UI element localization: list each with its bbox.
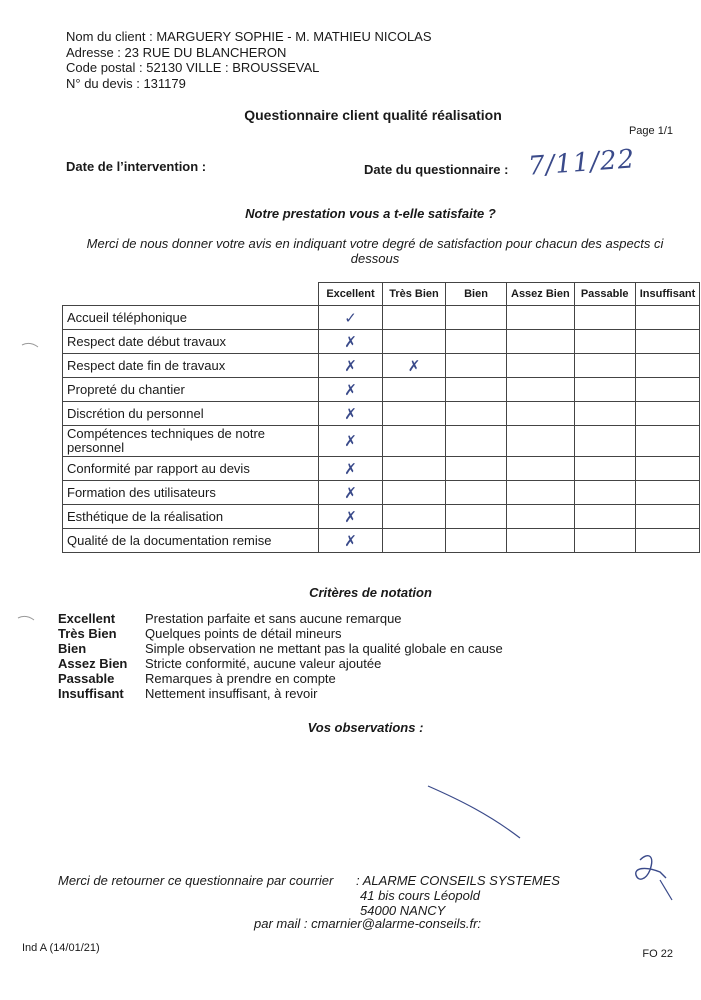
criteria-desc: Prestation parfaite et sans aucune remarque — [145, 611, 402, 626]
check-mark: ✗ — [344, 356, 357, 375]
punch-mark — [22, 343, 38, 347]
criteria-desc: Quelques points de détail mineurs — [145, 626, 342, 641]
check-mark: ✗ — [344, 483, 357, 502]
document-index: Ind A (14/01/21) — [22, 942, 100, 954]
check-mark: ✗ — [344, 432, 357, 450]
criteria-desc: Simple observation ne mettant pas la qualité globale en cause — [145, 641, 503, 656]
col-insuffisant: Insuffisant — [635, 283, 700, 306]
company-name: : ALARME CONSEILS SYSTEMES — [356, 873, 560, 888]
criteria-name: Passable — [58, 671, 115, 686]
punch-mark — [18, 616, 34, 620]
date-intervention-label: Date de l’intervention : — [66, 159, 207, 174]
criteria-title: Critères de notation — [309, 585, 432, 600]
street: 41 bis cours Léopold — [360, 888, 480, 903]
col-bien: Bien — [446, 283, 507, 306]
client-name: Nom du client : MARGUERY SOPHIE - M. MATHIEU NICOLAS — [66, 29, 432, 44]
client-address: Adresse : 23 RUE DU BLANCHERON — [66, 44, 287, 60]
date-questionnaire-label: Date du questionnaire : — [364, 162, 509, 177]
criteria-desc: Stricte conformité, aucune valeur ajoutée — [145, 656, 382, 671]
criteria-name: Excellent — [58, 611, 116, 626]
check-mark: ✗ — [344, 404, 357, 423]
page-number: Page 1/1 — [628, 125, 673, 137]
row-label: Accueil téléphonique — [63, 306, 319, 330]
check-mark: ✗ — [344, 380, 357, 399]
criteria-name: Insuffisant — [58, 686, 124, 701]
date-questionnaire-value[interactable]: 7/11/22 — [527, 144, 637, 182]
row-label: Respect date début travaux — [63, 330, 319, 354]
criteria-desc: Remarques à prendre en compte — [145, 671, 336, 686]
signature-stroke — [636, 856, 666, 879]
row-label: Qualité de la documentation remise — [63, 529, 319, 553]
return-address — [356, 873, 560, 918]
mail-line[interactable]: par mail : cmarnier@alarme-conseils.fr: — [254, 916, 482, 931]
check-mark: ✗ — [344, 332, 357, 351]
row-label: Propreté du chantier — [63, 378, 319, 402]
col-passable: Passable — [574, 283, 635, 306]
page-title: Questionnaire client qualité réalisation — [244, 107, 502, 123]
signature-tail — [660, 880, 672, 900]
row-label: Formation des utilisateurs — [63, 481, 319, 505]
check-mark: ✓ — [344, 308, 357, 327]
row-label: Compétences techniques de notre personnel — [63, 426, 319, 457]
criteria-desc: Nettement insuffisant, à revoir — [145, 686, 318, 701]
criteria-name: Assez Bien — [58, 656, 128, 671]
col-excellent: Excellent — [319, 283, 383, 306]
form-code: FO 22 — [642, 948, 673, 960]
criteria-name: Très Bien — [58, 626, 117, 641]
row-label: Esthétique de la réalisation — [63, 505, 319, 529]
check-mark: ✗ — [344, 531, 357, 550]
city: 54000 NANCY — [360, 903, 446, 918]
check-mark: ✗ — [407, 356, 421, 375]
check-mark: ✗ — [344, 507, 357, 526]
row-label: Conformité par rapport au devis — [63, 457, 319, 481]
client-postal: Code postal : 52130 VILLE : BROUSSEVAL — [66, 60, 320, 75]
row-label: Discrétion du personnel — [63, 402, 319, 426]
return-instructions: Merci de retourner ce questionnaire par courrier — [58, 873, 334, 888]
col-assez-bien: Assez Bien — [507, 283, 575, 306]
criteria-name: Bien — [58, 641, 87, 656]
col-tres-bien: Très Bien — [383, 283, 446, 306]
intro-text: Merci de nous donner votre avis en indiquant votre degré de satisfaction pour chacun des aspects ci dessous — [86, 236, 664, 266]
quote-number: N° du devis : 131179 — [66, 75, 186, 91]
satisfaction-question: Notre prestation vous a t-elle satisfaite ? — [245, 206, 496, 221]
observation-stroke — [428, 786, 520, 838]
row-label: Respect date fin de travaux — [63, 354, 319, 378]
observations-title: Vos observations : — [307, 720, 424, 735]
check-mark: ✗ — [344, 459, 357, 478]
